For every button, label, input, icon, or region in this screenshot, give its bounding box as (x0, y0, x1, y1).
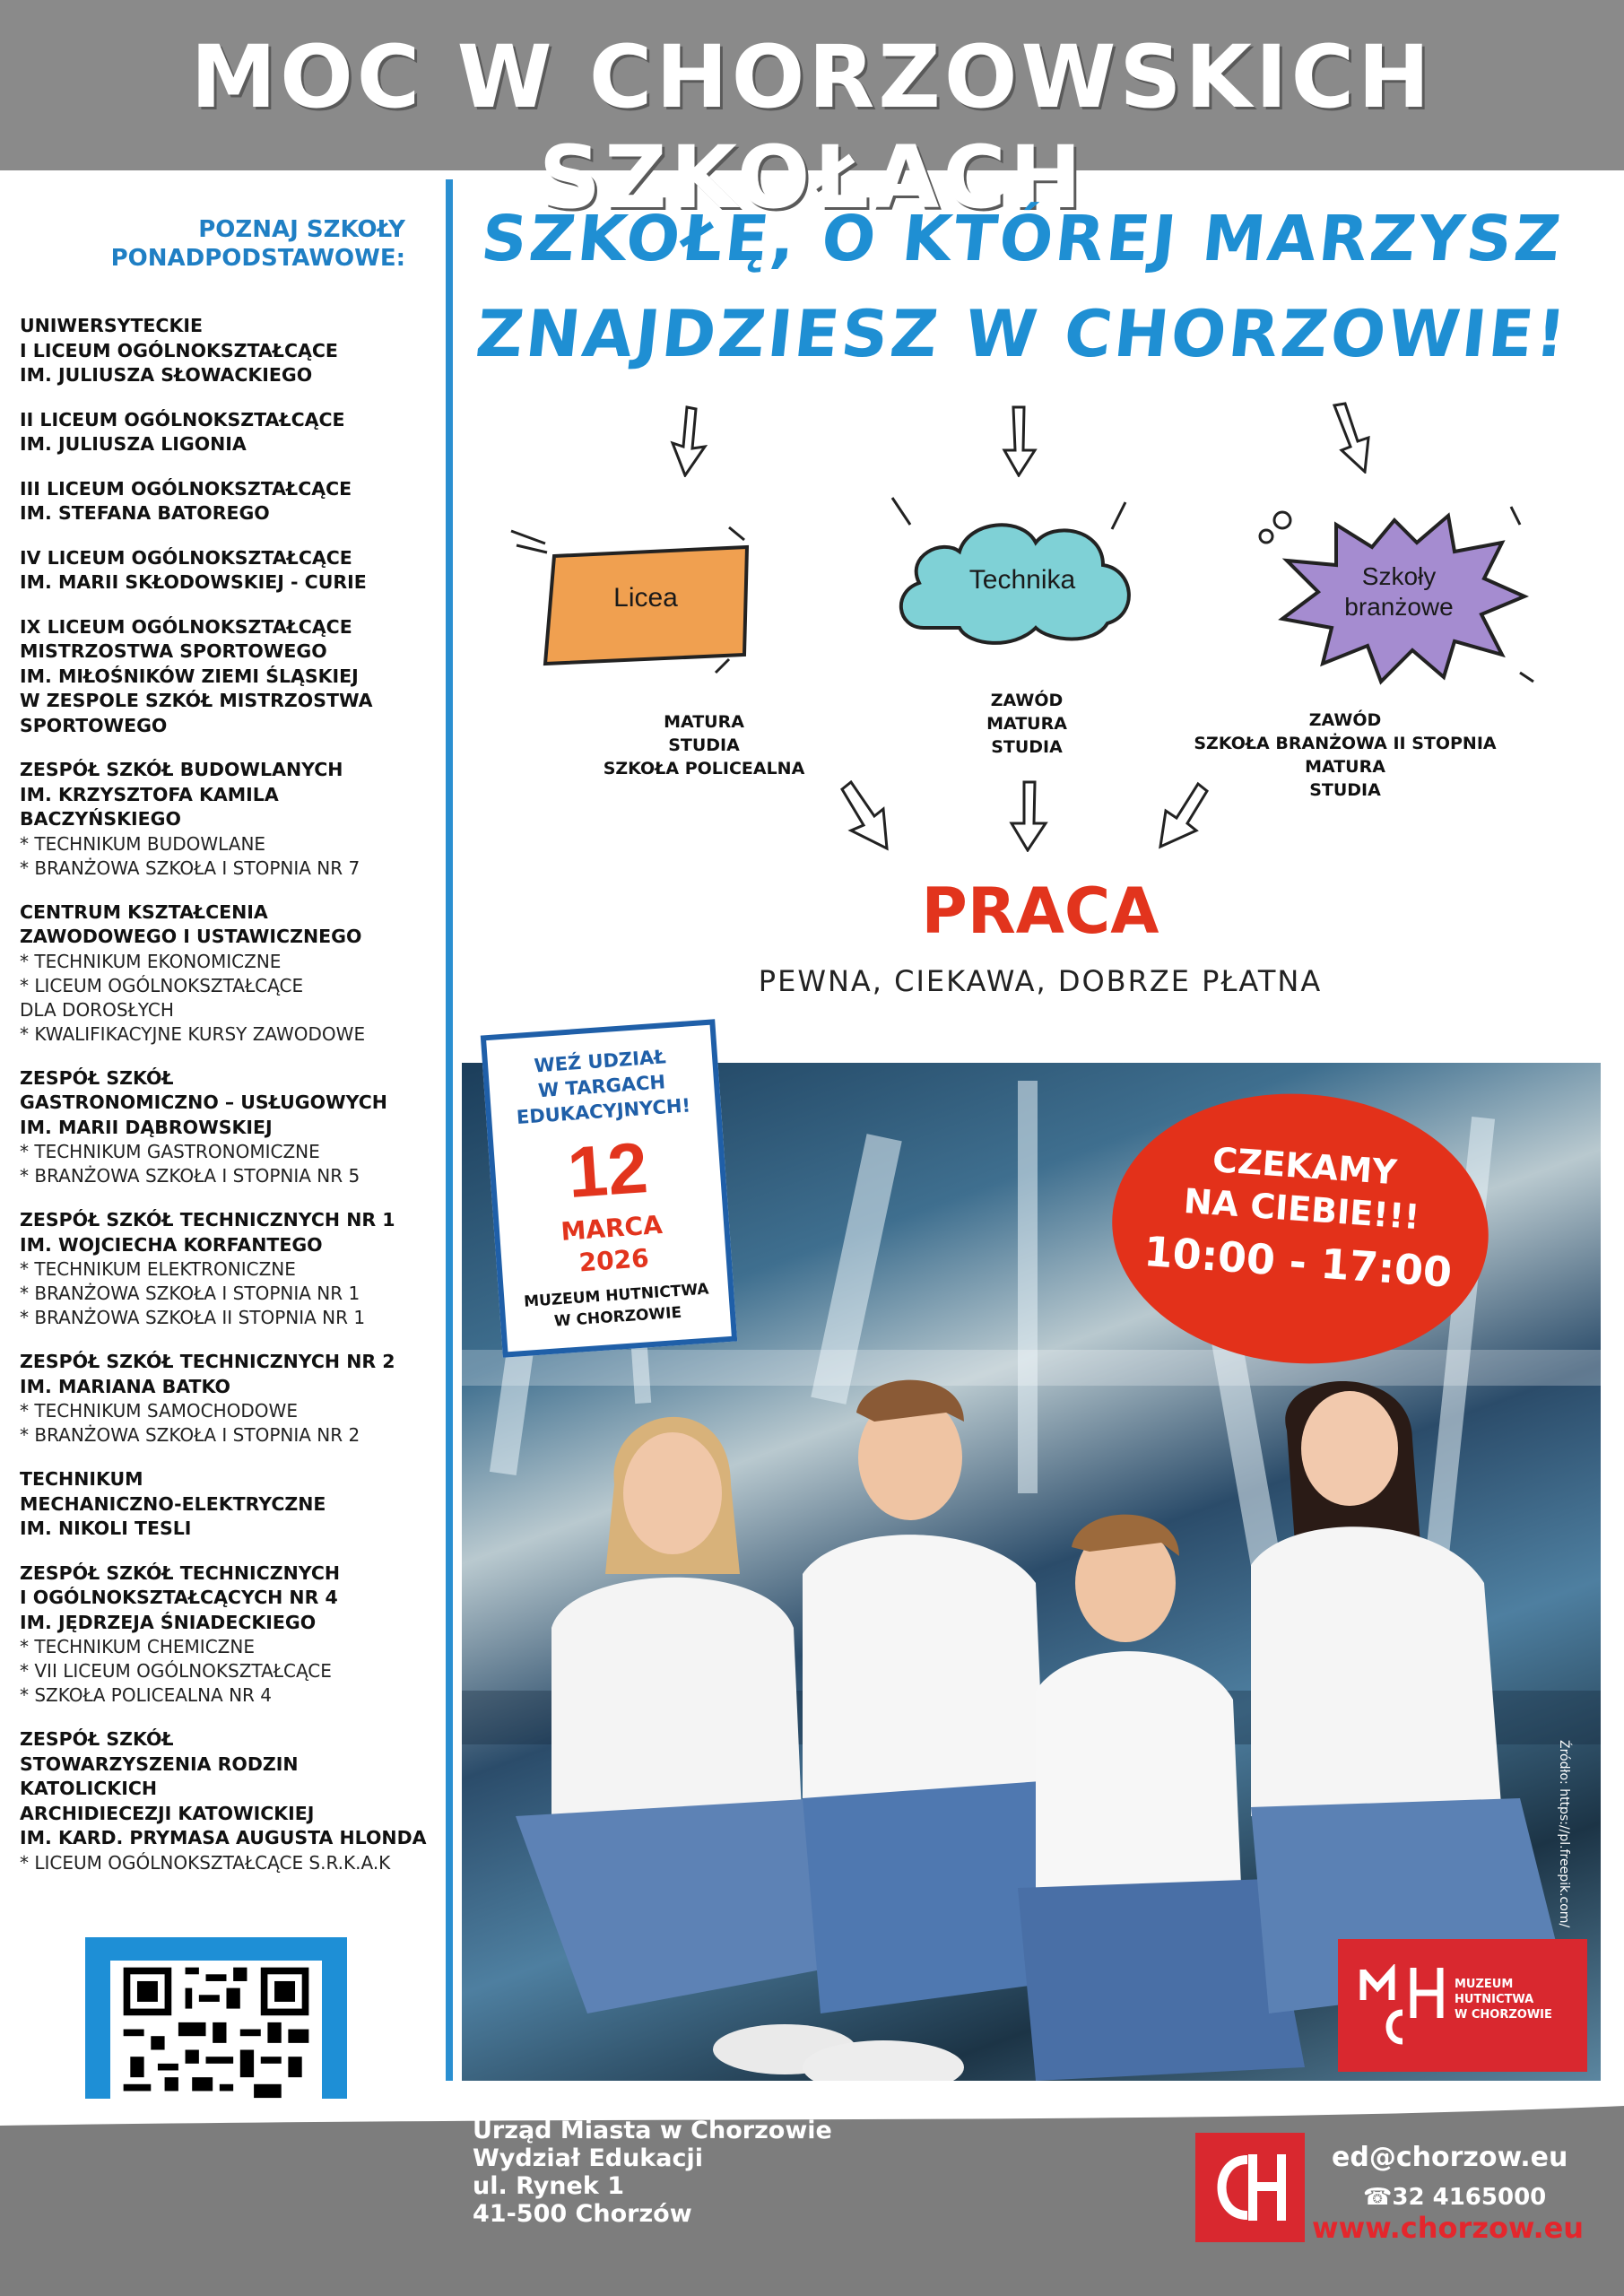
arrow-down-right-icon (838, 780, 892, 852)
school-name: IX LICEUM OGÓLNOKSZTAŁCĄCE MISTRZOSTWA SPORTOWEGO IM. MIŁOŚNIKÓW ZIEMI ŚLĄSKIEJ W ZESPOLE SZKÓŁ MISTRZOSTWA SPORTOWEGO (20, 615, 373, 736)
school-entry (20, 615, 441, 739)
school-subunits: * TECHNIKUM EKONOMICZNE * LICEUM OGÓLNOKSZTAŁCĄCE DLA DOROSŁYCH * KWALIFIKACYJNE KURSY ZAWODOWE (20, 950, 366, 1045)
school-entry (20, 758, 441, 881)
school-subunits: * LICEUM OGÓLNOKSZTAŁCĄCE S.R.K.A.K (20, 1851, 391, 1874)
arrow-down-icon (1003, 780, 1056, 852)
school-name: UNIWERSYTECKIE I LICEUM OGÓLNOKSZTAŁCĄCE IM. JULIUSZA SŁOWACKIEGO (20, 315, 338, 386)
school-name: ZESPÓŁ SZKÓŁ GASTRONOMICZNO – USŁUGOWYCH IM. MARII DĄBROWSKIEJ (20, 1066, 387, 1138)
school-entry (20, 1467, 441, 1542)
school-name: TECHNIKUM MECHANICZNO-ELEKTRYCZNE IM. NIKOLI TESLI (20, 1468, 326, 1539)
bubble-hours: 10:00 - 17:00 (1142, 1226, 1454, 1297)
event-place-2: W CHORZOWIE (553, 1303, 682, 1331)
school-entry (20, 477, 441, 526)
event-card (481, 1019, 737, 1357)
school-entry (20, 408, 441, 457)
school-subunits: * TECHNIKUM CHEMICZNE * VII LICEUM OGÓLNOKSZTAŁCĄCE * SZKOŁA POLICEALNA NR 4 (20, 1636, 332, 1706)
school-subunits: * TECHNIKUM ELEKTRONICZNE * BRANŻOWA SZKOŁA I STOPNIA NR 1 * BRANŻOWA SZKOŁA II STOPNIA NR 1 (20, 1258, 366, 1328)
school-list (20, 314, 441, 1895)
school-name: ZESPÓŁ SZKÓŁ BUDOWLANYCH IM. KRZYSZTOFA KAMILA BACZYŃSKIEGO (20, 759, 343, 830)
school-entry (20, 1727, 441, 1875)
branzowe-label: Szkoły branżowe (1344, 562, 1454, 621)
school-entry (20, 900, 441, 1047)
footer-phone: ☎32 4165000 (1363, 2184, 1547, 2211)
school-name: CENTRUM KSZTAŁCENIA ZAWODOWEGO I USTAWICZNEGO (20, 900, 362, 947)
footer (0, 2099, 1624, 2296)
event-line-2: W TARGACH (537, 1071, 666, 1102)
praca-title: PRACA (921, 874, 1159, 948)
event-line-3: EDUKACYJNYCH! (516, 1094, 691, 1128)
page-title: MOC W CHORZOWSKICH SZKOŁACH (190, 27, 1434, 228)
school-name: ZESPÓŁ SZKÓŁ TECHNICZNYCH NR 2 IM. MARIANA BATKO (20, 1351, 395, 1397)
footer-website-link[interactable]: www.chorzow.eu (1312, 2211, 1585, 2245)
event-day: 12 (565, 1127, 651, 1213)
bubble-line-1: CZEKAMY (1211, 1140, 1398, 1193)
technika-label: Technika (968, 565, 1076, 595)
school-entry (20, 1561, 441, 1709)
mhc-logo-icon (1358, 1964, 1447, 2047)
arrow-down-icon (1325, 402, 1379, 474)
photo-credit: Źródło: https://pl.freepik.com/ (1557, 1740, 1571, 1928)
school-subunits: * TECHNIKUM BUDOWLANE * BRANŻOWA SZKOŁA I STOPNIA NR 7 (20, 832, 360, 879)
school-name: ZESPÓŁ SZKÓŁ TECHNICZNYCH NR 1 IM. WOJCIECHA KORFANTEGO (20, 1209, 395, 1256)
licea-outcomes: MATURA STUDIA SZKOŁA POLICEALNA (603, 712, 805, 778)
school-entry (20, 1066, 441, 1189)
school-name: ZESPÓŁ SZKÓŁ TECHNICZNYCH I OGÓLNOKSZTAŁCĄCYCH NR 4 IM. JĘDRZEJA ŚNIADECKIEGO (20, 1561, 341, 1633)
header-banner (0, 0, 1624, 228)
school-entry (20, 314, 441, 388)
school-subunits: * TECHNIKUM SAMOCHODOWE * BRANŻOWA SZKOŁA I STOPNIA NR 2 (20, 1400, 360, 1446)
arrow-down-icon (662, 405, 716, 477)
event-line-1: WEŹ UDZIAŁ (533, 1046, 667, 1077)
museum-name: MUZEUM HUTNICTWA W CHORZOWIE (1455, 1978, 1552, 2022)
event-year: 2026 (578, 1243, 650, 1278)
school-entry (20, 1350, 441, 1448)
school-entry (20, 546, 441, 596)
school-entry (20, 1208, 441, 1330)
footer-address: Urząd Miasta w Chorzowie Wydział Edukacji ul. Rynek 1 41-500 Chorzów (473, 2117, 832, 2228)
arrow-down-icon (994, 405, 1047, 477)
sidebar-divider (446, 179, 453, 2081)
city-logo (1195, 2133, 1305, 2242)
headline-line-1: SZKOŁĘ, O KTÓREJ MARZYSZ (478, 202, 1567, 275)
ch-logo-icon (1195, 2133, 1305, 2242)
footer-email-link[interactable]: ed@chorzow.eu (1332, 2142, 1568, 2173)
school-name: II LICEUM OGÓLNOKSZTAŁCĄCE IM. JULIUSZA LIGONIA (20, 408, 345, 455)
school-name: ZESPÓŁ SZKÓŁ STOWARZYSZENIA RODZIN KATOLICKICH ARCHIDIECEZJI KATOWICKIEJ IM. KARD. PRYMASA AUGUSTA HLONDA (20, 1728, 427, 1848)
branzowe-outcomes: ZAWÓD SZKOŁA BRANŻOWA II STOPNIA MATURA STUDIA (1194, 710, 1497, 800)
school-subunits: * TECHNIKUM GASTRONOMICZNE * BRANŻOWA SZKOŁA I STOPNIA NR 5 (20, 1141, 360, 1187)
event-place-1: MUZEUM HUTNICTWA (523, 1280, 710, 1311)
headline-line-2: ZNAJDZIESZ W CHORZOWIE! (473, 296, 1572, 371)
praca-subtitle: PEWNA, CIEKAWA, DOBRZE PŁATNA (758, 964, 1323, 998)
event-month: MARCA (560, 1209, 664, 1247)
bubble-line-2: NA CIEBIE!!! (1182, 1180, 1421, 1238)
school-name: III LICEUM OGÓLNOKSZTAŁCĄCE IM. STEFANA BATOREGO (20, 477, 352, 524)
sidebar-heading: POZNAJ SZKOŁY PONADPODSTAWOWE: (110, 216, 405, 272)
sidebar (0, 170, 448, 2099)
museum-logo (1338, 1939, 1587, 2072)
licea-label: Licea (613, 583, 678, 613)
school-name: IV LICEUM OGÓLNOKSZTAŁCĄCE IM. MARII SKŁODOWSKIEJ - CURIE (20, 546, 367, 593)
technika-outcomes: ZAWÓD MATURA STUDIA (986, 691, 1067, 757)
arrow-down-left-icon (1157, 780, 1211, 852)
